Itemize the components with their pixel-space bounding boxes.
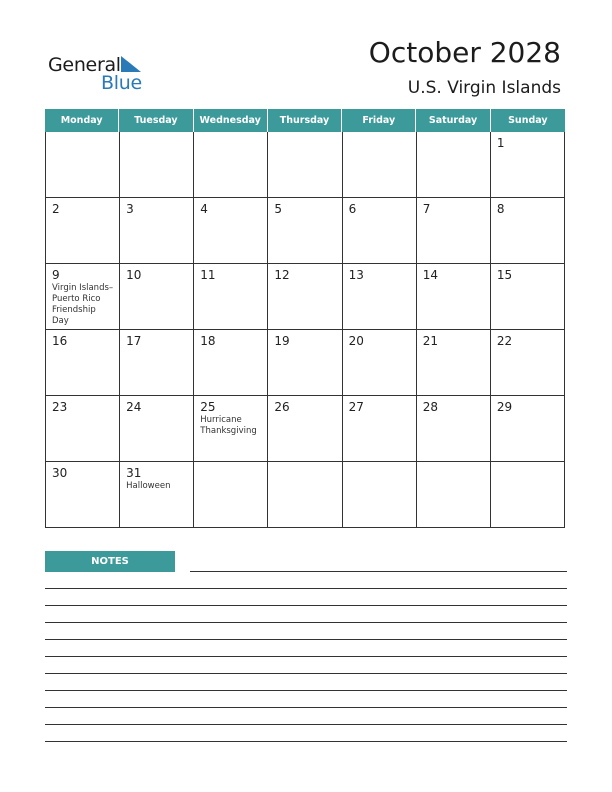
logo-text-blue: Blue [101,72,142,94]
day-cell [46,396,120,462]
day-cell [491,264,565,330]
notes-line [45,656,567,657]
notes-line [45,741,567,742]
weekday-monday: Monday [45,109,119,132]
day-cell [417,330,491,396]
day-cell [417,132,491,198]
day-cell [268,198,342,264]
holiday-label: Virgin Islands–Puerto Rico Friendship Day [52,283,114,326]
day-cell [194,198,268,264]
day-number: 7 [422,202,431,216]
logo-text-general: General [48,54,121,76]
day-number: 26 [274,400,290,414]
holiday-label: Hurricane Thanksgiving [200,415,257,436]
day-number: 12 [274,268,290,282]
weekday-header [45,109,565,132]
brand-logo [48,54,158,94]
day-number: 11 [200,268,216,282]
day-number: 6 [348,202,357,216]
page-subtitle: U.S. Virgin Islands [407,78,561,98]
day-number: 18 [200,334,216,348]
logo-triangle-icon [121,56,141,72]
holiday-label: Halloween [126,481,171,491]
day-cell [120,264,194,330]
calendar-grid [45,132,565,528]
day-cell [268,396,342,462]
day-cell [343,264,417,330]
weekday-saturday: Saturday [416,109,490,132]
day-number: 14 [422,268,438,282]
day-number: 23 [52,400,68,414]
day-number: 16 [52,334,68,348]
day-cell [268,330,342,396]
day-cell [194,396,268,462]
weekday-tuesday: Tuesday [119,109,193,132]
day-cell [46,330,120,396]
day-cell [46,198,120,264]
day-number: 2 [52,202,60,216]
day-cell [194,264,268,330]
weekday-thursday: Thursday [268,109,342,132]
day-number: 24 [126,400,142,414]
day-cell [120,330,194,396]
day-cell [268,264,342,330]
day-number: 1 [496,136,505,150]
day-number: 31 [126,466,142,480]
notes-label: NOTES [45,551,175,572]
notes-line [190,571,567,572]
day-cell [417,198,491,264]
notes-line [45,622,567,623]
day-cell [194,330,268,396]
weekday-wednesday: Wednesday [194,109,268,132]
day-number: 17 [126,334,142,348]
day-number: 21 [422,334,438,348]
day-cell [194,462,268,528]
day-number: 9 [52,268,60,282]
day-number: 13 [348,268,364,282]
day-cell [46,264,120,330]
day-number: 8 [496,202,505,216]
day-cell [343,330,417,396]
notes-line [45,724,567,725]
day-number: 22 [496,334,513,348]
month-calendar [45,109,565,528]
day-number: 3 [126,202,134,216]
day-cell [491,198,565,264]
day-cell [491,396,565,462]
day-cell [120,132,194,198]
day-cell [46,132,120,198]
weekday-sunday: Sunday [508,115,548,126]
day-cell [120,462,194,528]
day-cell [491,330,565,396]
day-number: 5 [274,202,283,216]
day-number: 29 [496,400,513,414]
weekday-friday: Friday [342,109,416,132]
day-number: 10 [126,268,142,282]
day-cell [120,198,194,264]
day-number: 28 [422,400,438,414]
notes-line [45,639,567,640]
notes-line [45,707,567,708]
notes-line [45,673,567,674]
day-number: 19 [274,334,290,348]
day-cell [194,132,268,198]
day-cell [343,462,417,528]
notes-line [45,690,567,691]
day-cell [491,132,565,198]
day-cell [417,462,491,528]
day-cell [491,462,565,528]
day-cell [120,396,194,462]
notes-line [45,605,567,606]
day-cell [343,132,417,198]
page-title: October 2028 [368,36,561,69]
day-number: 30 [52,466,68,480]
day-cell [343,396,417,462]
day-cell [343,198,417,264]
notes-line [45,588,567,589]
day-number: 4 [200,202,208,216]
day-cell [417,264,491,330]
day-cell [268,132,342,198]
day-number: 15 [496,268,513,282]
day-cell [46,462,120,528]
day-number: 27 [348,400,364,414]
day-cell [268,462,342,528]
day-number: 20 [348,334,364,348]
day-cell [417,396,491,462]
day-number: 25 [200,400,216,414]
